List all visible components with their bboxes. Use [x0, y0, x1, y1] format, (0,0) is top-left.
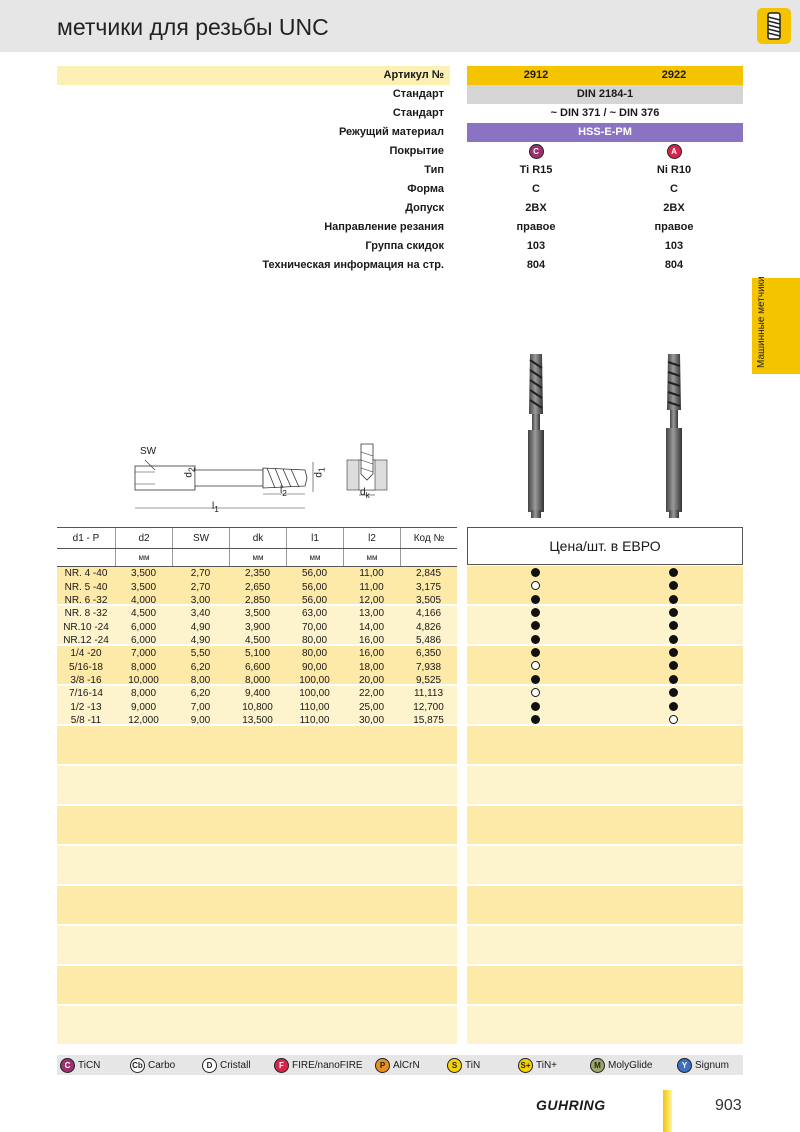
spec-label: Стандарт [392, 88, 444, 100]
table-row [57, 687, 457, 700]
label-dk [360, 487, 370, 500]
brand-logo: GUHRING [536, 1097, 606, 1113]
page-title: метчики для резьбы UNC [57, 14, 329, 40]
row-band [57, 966, 457, 1004]
table-cell: 4,826 [415, 621, 442, 633]
available-dot-icon [531, 635, 540, 644]
table-cell: 11,00 [359, 581, 384, 593]
table-cell: NR. 4 -40 [64, 568, 108, 580]
legend-label: FIRE/nanoFIRE [292, 1060, 363, 1071]
row-band [467, 1006, 743, 1044]
available-dot-icon [531, 702, 540, 711]
coating-badge-icon: F [274, 1058, 289, 1073]
column-unit: мм [286, 549, 343, 566]
column-unit [400, 549, 457, 566]
table-cell: 20,00 [358, 674, 385, 686]
legend-label: TiCN [78, 1060, 101, 1071]
table-cell: 3/8 -16 [70, 674, 102, 686]
spec-value: 103 [664, 240, 684, 252]
spec-value: 804 [664, 259, 684, 271]
table-cell: 8,000 [130, 661, 157, 673]
row-band [467, 726, 743, 764]
available-dot-icon [669, 608, 678, 617]
table-cell: 13,00 [358, 608, 385, 620]
available-dot-icon [669, 595, 678, 604]
available-dot-icon [669, 675, 678, 684]
table-cell: 110,00 [299, 714, 330, 726]
spec-value: C [532, 183, 540, 195]
coating-badge-icon: D [202, 1058, 217, 1073]
spec-value: DIN 2184-1 [467, 85, 743, 104]
row-band [467, 846, 743, 884]
spec-row [57, 256, 743, 275]
available-dot-icon [669, 635, 678, 644]
spec-label: Форма [407, 183, 444, 195]
table-cell: 3,40 [190, 608, 211, 620]
table-cell: 4,90 [190, 634, 211, 646]
table-cell: 1/4 -20 [70, 648, 102, 660]
spec-label: Допуск [405, 202, 444, 214]
spec-row [57, 142, 743, 161]
table-cell: 90,00 [301, 661, 328, 673]
available-dot-icon [669, 702, 678, 711]
available-dot-icon [531, 715, 540, 724]
table-cell: 9,525 [415, 674, 442, 686]
coating-badge-icon: Cb [130, 1058, 145, 1073]
coating-legend [57, 1055, 743, 1075]
table-cell: 4,000 [130, 594, 157, 606]
table-cell: 15,875 [413, 714, 444, 726]
row-band [467, 766, 743, 804]
table-cell: 8,00 [190, 674, 211, 686]
legend-label: TiN [465, 1060, 481, 1071]
spec-row [57, 218, 743, 237]
table-cell: NR. 8 -32 [64, 608, 108, 620]
table-cell: 11,113 [413, 688, 444, 700]
page-header [0, 0, 800, 52]
label-sw: SW [140, 446, 157, 457]
table-cell: 110,00 [299, 701, 330, 713]
table-cell: 12,700 [413, 701, 444, 713]
table-cell: 3,500 [130, 568, 157, 580]
spec-label: Стандарт [392, 107, 444, 119]
spec-value: HSS-E-PM [467, 123, 743, 142]
row-band [467, 606, 743, 644]
coating-badge-icon: S [447, 1058, 462, 1073]
row-band [467, 686, 743, 724]
table-cell: 12,000 [128, 714, 159, 726]
label-l2-main: l [280, 485, 283, 496]
legend-label: Signum [695, 1060, 729, 1071]
row-band [57, 1006, 457, 1044]
table-header-row [57, 527, 457, 549]
legend-label: MolyGlide [608, 1060, 653, 1071]
table-cell: 4,166 [415, 608, 442, 620]
tap-photo-2922 [654, 354, 694, 520]
table-row [57, 620, 457, 633]
spec-row [57, 85, 743, 104]
spec-label: Покрытие [389, 145, 444, 157]
row-band [467, 646, 743, 684]
row-band [467, 926, 743, 964]
table-cell: 100,00 [299, 688, 330, 700]
row-band [57, 726, 457, 764]
row-band [57, 846, 457, 884]
table-cell: 2,70 [190, 568, 211, 580]
table-body [57, 567, 457, 727]
available-dot-icon [669, 568, 678, 577]
spec-value: 2BX [525, 202, 547, 214]
spec-value: 2912 [467, 66, 605, 85]
column-header: d2 [115, 528, 172, 548]
available-dot-icon [531, 675, 540, 684]
table-cell: 56,00 [301, 568, 328, 580]
label-l1-sub: 1 [214, 504, 219, 514]
spec-row [57, 161, 743, 180]
spec-value: ~ DIN 371 / ~ DIN 376 [550, 107, 660, 119]
row-band [57, 926, 457, 964]
table-cell: 14,00 [358, 621, 385, 633]
table-cell: 4,500 [130, 608, 157, 620]
legend-item [274, 1058, 363, 1073]
table-cell: 5,100 [244, 648, 271, 660]
table-cell: 4,90 [190, 621, 211, 633]
table-cell: 9,00 [190, 714, 211, 726]
column-unit [57, 549, 115, 566]
column-header: Код № [400, 528, 457, 548]
table-cell: 16,00 [358, 648, 385, 660]
side-tab [752, 278, 800, 374]
table-cell: 10,800 [242, 701, 273, 713]
row-band [467, 806, 743, 844]
coating-badge-icon: C [529, 144, 544, 159]
available-dot-icon [531, 595, 540, 604]
page-number: 903 [715, 1097, 742, 1114]
coating-badge-icon: P [375, 1058, 390, 1073]
table-row [57, 634, 457, 647]
row-band [57, 766, 457, 804]
spec-value: 2BX [663, 202, 685, 214]
row-band [467, 966, 743, 1004]
label-l2-sub: 2 [282, 488, 287, 498]
table-units-row [57, 549, 457, 567]
spec-label: Техническая информация на стр. [262, 259, 444, 271]
label-d2-main: d [183, 472, 195, 478]
table-cell: 63,00 [301, 608, 328, 620]
label-l2 [280, 485, 287, 498]
table-cell: 1/2 -13 [70, 701, 102, 713]
legend-label: AlCrN [393, 1060, 420, 1071]
column-unit: мм [115, 549, 172, 566]
table-row [57, 674, 457, 687]
spec-value: 103 [526, 240, 546, 252]
table-row [57, 580, 457, 593]
table-cell: NR.10 -24 [63, 621, 109, 633]
table-cell: 2,350 [244, 568, 271, 580]
table-row [57, 700, 457, 713]
label-l1 [212, 501, 219, 514]
table-cell: 3,900 [244, 621, 271, 633]
column-header: l2 [343, 528, 400, 548]
table-cell: 3,175 [415, 581, 442, 593]
spec-row [57, 123, 743, 142]
table-cell: 7,938 [415, 661, 442, 673]
table-cell: 6,20 [190, 688, 211, 700]
spec-label: Тип [424, 164, 444, 176]
table-cell: 70,00 [301, 621, 328, 633]
row-band [467, 886, 743, 924]
dimension-table [57, 527, 457, 727]
spec-value: Ni R10 [656, 164, 692, 176]
spec-coating-cell [605, 142, 743, 161]
table-cell: 6,000 [130, 634, 157, 646]
table-cell: 8,000 [244, 674, 271, 686]
row-band [467, 566, 743, 604]
spec-value: правое [654, 221, 694, 233]
table-cell: 7,000 [130, 648, 157, 660]
label-dk-main: d [360, 487, 366, 498]
column-header: SW [172, 528, 229, 548]
table-cell: 11,00 [359, 568, 384, 580]
table-cell: 10,000 [128, 674, 159, 686]
spec-label: Артикул № [57, 66, 450, 85]
spec-value: Ti R15 [519, 164, 553, 176]
table-cell: 2,70 [190, 581, 211, 593]
table-row [57, 607, 457, 620]
table-row [57, 660, 457, 673]
table-row [57, 647, 457, 660]
coating-badge-icon: Y [677, 1058, 692, 1073]
footer-bar [663, 1090, 672, 1132]
legend-item [60, 1058, 100, 1073]
spec-value: 804 [526, 259, 546, 271]
table-cell: 6,20 [190, 661, 211, 673]
legend-item [677, 1058, 729, 1073]
table-cell: NR. 6 -32 [64, 594, 108, 606]
tap-photo-2912 [516, 354, 556, 520]
column-unit: мм [343, 549, 400, 566]
table-row [57, 567, 457, 580]
label-d2-sub: 2 [186, 467, 197, 473]
column-header: l1 [286, 528, 343, 548]
table-cell: 56,00 [301, 581, 328, 593]
spec-coating-cell [467, 142, 605, 161]
table-cell: NR.12 -24 [63, 634, 109, 646]
row-band [57, 886, 457, 924]
available-dot-icon [531, 608, 540, 617]
table-cell: 2,650 [244, 581, 271, 593]
table-row [57, 594, 457, 607]
label-l1-main: l [212, 501, 215, 512]
table-cell: 6,600 [244, 661, 271, 673]
legend-item [202, 1058, 251, 1073]
table-cell: NR. 5 -40 [64, 581, 108, 593]
spec-row [57, 199, 743, 218]
spec-row [57, 104, 743, 123]
table-cell: 18,00 [358, 661, 385, 673]
column-header: d1 - P [72, 532, 100, 544]
spec-label: Режущий материал [338, 126, 444, 138]
table-cell: 16,00 [358, 634, 385, 646]
label-d1-sub: 1 [316, 467, 327, 473]
coating-badge-icon: A [667, 144, 682, 159]
legend-item [518, 1058, 557, 1073]
table-cell: 25,00 [358, 701, 385, 713]
coating-badge-icon: M [590, 1058, 605, 1073]
legend-item [590, 1058, 652, 1073]
table-cell: 80,00 [301, 648, 328, 660]
table-cell: 2,850 [244, 594, 271, 606]
available-dot-icon [531, 568, 540, 577]
spec-row [57, 237, 743, 256]
spec-value: правое [516, 221, 556, 233]
table-cell: 6,350 [415, 648, 442, 660]
table-cell: 30,00 [358, 714, 385, 726]
table-cell: 22,00 [358, 688, 385, 700]
coating-badge-icon: S+ [518, 1058, 533, 1073]
label-d2 [184, 467, 197, 477]
table-cell: 7/16-14 [69, 688, 103, 700]
table-cell: 8,000 [130, 688, 157, 700]
table-cell: 5,486 [415, 634, 442, 646]
table-cell: 100,00 [299, 674, 330, 686]
price-header: Цена/шт. в ЕВРО [467, 527, 743, 565]
side-tab-label: Машинные метчики [756, 276, 767, 368]
label-dk-sub: k [365, 490, 370, 500]
legend-label: TiN+ [536, 1060, 558, 1071]
legend-item [447, 1058, 480, 1073]
table-cell: 80,00 [301, 634, 328, 646]
legend-item [375, 1058, 420, 1073]
legend-label: Carbo [148, 1060, 176, 1071]
spec-row [57, 180, 743, 199]
table-cell: 5/16-18 [69, 661, 103, 673]
spec-value: C [670, 183, 678, 195]
row-band [57, 806, 457, 844]
table-cell: 4,500 [244, 634, 271, 646]
spec-label: Группа скидок [365, 240, 444, 252]
spec-label: Направление резания [324, 221, 444, 233]
table-cell: 7,00 [190, 701, 211, 713]
table-cell: 3,00 [190, 594, 211, 606]
table-cell: 3,500 [244, 608, 271, 620]
table-cell: 6,000 [130, 621, 157, 633]
table-cell: 3,505 [415, 594, 442, 606]
table-cell: 12,00 [358, 594, 385, 606]
spec-table [57, 66, 743, 275]
label-d1-main: d [313, 472, 325, 478]
column-unit [172, 549, 229, 566]
table-row [57, 714, 457, 727]
table-cell: 2,845 [415, 568, 442, 580]
table-cell: 9,000 [130, 701, 157, 713]
table-cell: 5/8 -11 [70, 714, 102, 726]
table-cell: 56,00 [301, 594, 328, 606]
table-cell: 5,50 [190, 648, 211, 660]
tap-technical-drawing [125, 440, 415, 520]
spec-row [57, 66, 743, 85]
legend-item [130, 1058, 175, 1073]
table-cell: 9,400 [244, 688, 271, 700]
table-cell: 13,500 [242, 714, 273, 726]
spec-value: 2922 [605, 66, 743, 85]
label-d1 [314, 467, 327, 477]
coating-badge-icon: C [60, 1058, 75, 1073]
legend-label: Cristall [220, 1060, 251, 1071]
on-request-dot-icon [669, 715, 678, 724]
column-header: dk [229, 528, 286, 548]
tap-logo-icon [757, 8, 791, 44]
column-unit: мм [229, 549, 286, 566]
table-cell: 3,500 [130, 581, 157, 593]
